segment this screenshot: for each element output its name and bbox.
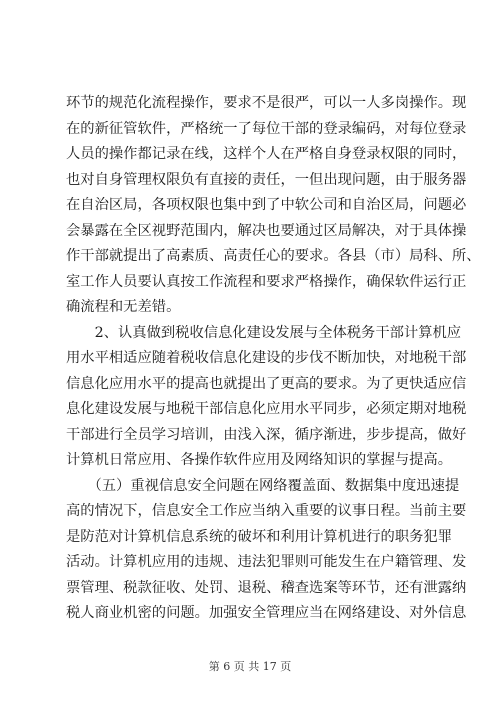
text-line: 作干部就提出了高素质、高责任心的要求。各县（市）局科、所、 [66, 248, 481, 264]
text-line: 信息化应用水平的提高也就提出了更高的要求。为了更快适应信 [66, 375, 467, 392]
text-line: 高的情况下，信息安全工作应当纳入重要的议事日程。当前主要 [66, 503, 467, 519]
text-line: 活动。计算机应用的违规、违法犯罪则可能发生在户籍管理、发 [66, 554, 467, 570]
text-line: 息化建设发展与地税干部信息化应用水平同步，必须定期对地税 [66, 401, 467, 417]
text-line: 用水平相适应随着税收信息化建设的步伐不断加快，对地税干部 [66, 350, 467, 366]
text-line: 是防范对计算机信息系统的破坏和利用计算机进行的职务犯罪 [66, 528, 453, 545]
text-line: 在的新征管软件，严格统一了每位干部的登录编码，对每位登录 [66, 120, 467, 137]
text-line: （五）重视信息安全问题在网络覆盖面、数据集中度迅速提 [66, 477, 460, 494]
text-line: 也对自身管理权限负有直接的责任，一但出现问题，由于服务器 [66, 171, 467, 188]
text-line: 在自治区局，各项权限也集中到了中软公司和自治区局，问题必 [66, 197, 467, 213]
text-line: 环节的规范化流程操作，要求不是很严，可以一人多岗操作。现 [66, 95, 467, 111]
text-line: 税人商业机密的问题。加强安全管理应当在网络建设、对外信息 [66, 605, 467, 621]
text-line: 票管理、税款征收、处罚、退税、稽查选案等环节，还有泄露纳 [66, 579, 467, 596]
text-line: 计算机日常应用、各操作软件应用及网络知识的掌握与提高。 [66, 452, 453, 468]
text-line: 室工作人员要认真按工作流程和要求严格操作，确保软件运行正 [66, 273, 467, 290]
text-line: 干部进行全员学习培训，由浅入深，循序渐进，步步提高，做好 [66, 426, 467, 443]
text-line: 会暴露在全区视野范围内，解决也要通过区局解决，对于具体操 [66, 222, 467, 239]
body-text [66, 91, 481, 627]
text-line: 人员的操作都记录在线，这样个人在严格自身登录权限的同时， [66, 146, 467, 162]
text-line: 2、认真做到税收信息化建设发展与全体税务干部计算机应 [66, 324, 462, 341]
text-line: 确流程和无差错。 [66, 299, 181, 315]
page-footer: 第 6 页 共 17 页 [208, 660, 292, 673]
